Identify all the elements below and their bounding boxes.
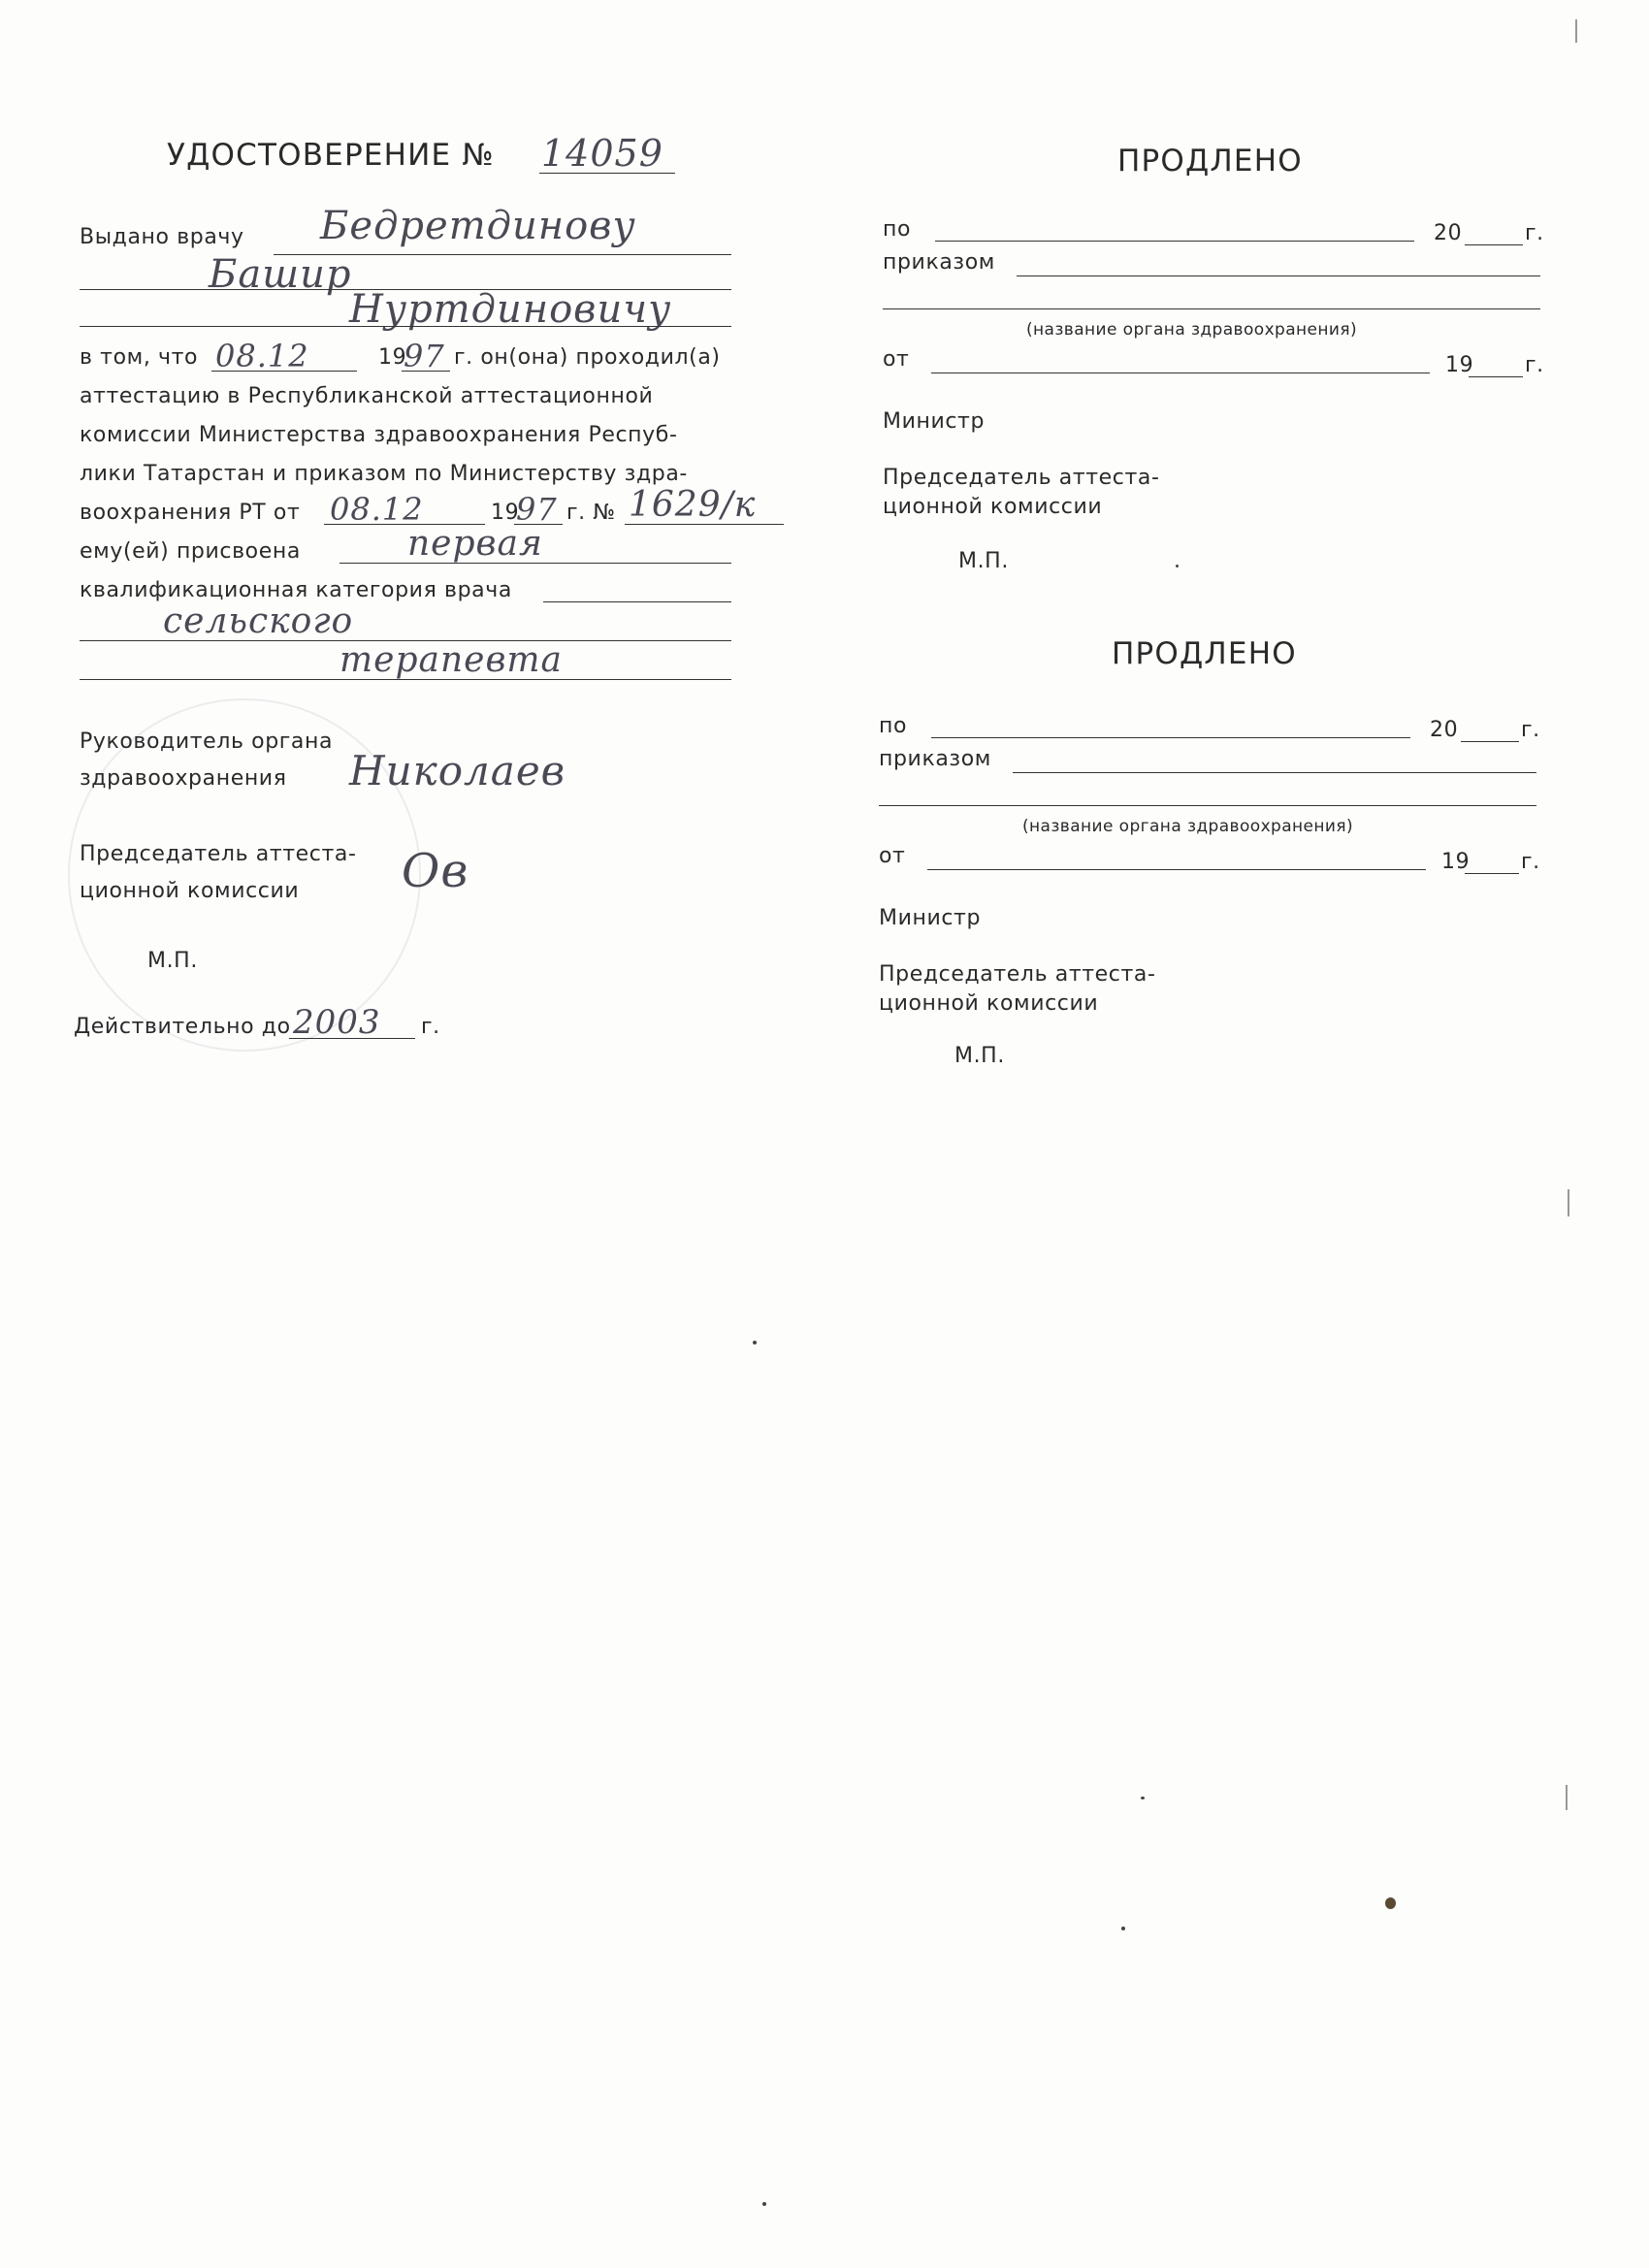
extension-chair-label-1: Председатель аттеста-	[879, 962, 1156, 987]
extension-minister-label: Министр	[883, 409, 986, 434]
category-value: первая	[407, 524, 543, 564]
assigned-label: ему(ей) присвоена	[80, 539, 301, 564]
scan-speck	[1176, 565, 1179, 567]
extension-year-suffix-ot: г.	[1521, 850, 1540, 874]
that-label: в том, что	[80, 345, 199, 370]
head-label-line-2: здравоохранения	[80, 766, 287, 791]
extension-chair-label-2: ционной комиссии	[879, 991, 1099, 1016]
category-label: квалификационная категория врача	[80, 578, 512, 602]
valid-year: 2003	[293, 1003, 381, 1042]
certificate-title: УДОСТОВЕРЕНИЕ №	[167, 138, 495, 173]
extension-year-suffix-ot: г.	[1525, 353, 1544, 377]
scan-speck	[1141, 1797, 1145, 1799]
extension-order-label: приказом	[879, 747, 991, 771]
extension-ot-label: от	[879, 844, 906, 868]
extension-heading: ПРОДЛЕНО	[1112, 636, 1297, 671]
body-line-3: лики Татарстан и приказом по Министерству здра-	[80, 462, 688, 486]
extension-year-19: 19	[1441, 850, 1471, 874]
order-prefix: воохранения РТ от	[80, 501, 301, 525]
extension-org-caption: (название органа здравоохранения)	[1026, 320, 1358, 340]
stamp-label: М.П.	[147, 949, 198, 973]
specialty-line-1: сельского	[163, 601, 354, 641]
passed-text: г. он(она) проходил(а)	[454, 345, 721, 370]
extension-org-caption: (название органа здравоохранения)	[1022, 817, 1354, 836]
doctor-patronymic: Нуртдиновичу	[349, 287, 672, 332]
order-date: 08.12	[330, 491, 424, 528]
order-number: 1629/к	[629, 485, 757, 525]
extension-po-label: по	[879, 714, 908, 738]
chair-signature: Ов	[402, 844, 469, 898]
valid-until-label: Действительно до	[74, 1015, 291, 1039]
exam-year-suffix: 97	[404, 338, 445, 374]
doctor-surname: Бедретдинову	[320, 204, 636, 248]
certificate-number: 14059	[541, 132, 663, 175]
extension-year-suffix: г.	[1521, 718, 1540, 742]
scan-edge-mark	[1575, 19, 1577, 43]
extension-minister-label: Министр	[879, 906, 982, 930]
chair-label-line-2: ционной комиссии	[80, 879, 300, 903]
body-line-2: комиссии Министерства здравоохранения Респуб-	[80, 423, 678, 447]
chair-label-line-1: Председатель аттеста-	[80, 842, 357, 866]
extension-year-suffix: г.	[1525, 221, 1544, 245]
extension-ot-label: от	[883, 347, 910, 372]
order-year-prefix: 19	[491, 501, 520, 525]
extension-stamp-label: М.П.	[954, 1044, 1005, 1068]
extension-chair-label-1: Председатель аттеста-	[883, 466, 1160, 490]
extension-stamp-label: М.П.	[958, 549, 1009, 573]
extension-year-20: 20	[1430, 718, 1459, 742]
doctor-first-name: Башир	[209, 252, 352, 297]
specialty-line-2: терапевта	[340, 640, 563, 680]
scan-speck	[1121, 1927, 1125, 1930]
body-line-1: аттестацию в Республиканской аттестационной	[80, 384, 654, 408]
exam-year-prefix: 19	[378, 345, 407, 370]
scan-speck	[1385, 1897, 1396, 1909]
extension-year-20: 20	[1434, 221, 1463, 245]
extension-year-19: 19	[1445, 353, 1474, 377]
extension-po-label: по	[883, 217, 912, 242]
extension-heading: ПРОДЛЕНО	[1117, 144, 1303, 178]
scan-speck	[762, 2202, 766, 2206]
extension-chair-label-2: ционной комиссии	[883, 495, 1103, 519]
scan-edge-mark	[1566, 1785, 1568, 1810]
head-label-line-1: Руководитель органа	[80, 729, 334, 754]
head-signature: Николаев	[349, 747, 566, 794]
extension-order-label: приказом	[883, 250, 995, 275]
order-year-suffix: 97	[516, 491, 558, 528]
order-number-label: г. №	[566, 501, 616, 525]
issued-label: Выдано врачу	[80, 225, 244, 249]
exam-date: 08.12	[215, 338, 309, 374]
scan-edge-mark	[1568, 1189, 1569, 1216]
valid-suffix: г.	[421, 1015, 440, 1039]
scan-speck	[753, 1341, 757, 1345]
